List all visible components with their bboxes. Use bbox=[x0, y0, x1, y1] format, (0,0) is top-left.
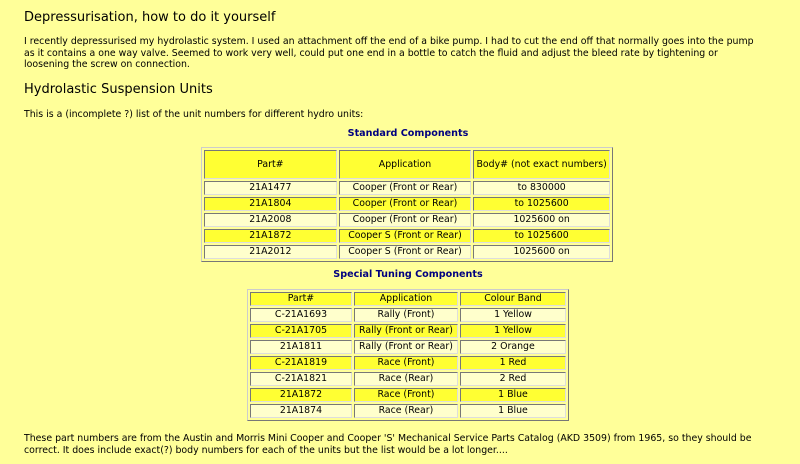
table-row bbox=[250, 308, 566, 322]
para-line-1: I recently depressurised my hydrolastic system. I used an attachment off the end of a bike pump. I had to cut the end off that normally goes into the pump bbox=[24, 36, 754, 47]
part-number: C-21A1705 bbox=[250, 324, 352, 338]
table-row bbox=[204, 213, 610, 227]
application: Rally (Front or Rear) bbox=[354, 340, 458, 354]
table-row bbox=[250, 404, 566, 418]
footer-paragraph bbox=[24, 433, 800, 456]
application: Cooper (Front or Rear) bbox=[339, 213, 472, 227]
part-number: 21A1811 bbox=[250, 340, 352, 354]
special-tuning-caption: Special Tuning Components bbox=[333, 269, 483, 280]
table-row bbox=[250, 372, 566, 386]
table-row bbox=[250, 356, 566, 370]
application: Cooper S (Front or Rear) bbox=[339, 229, 472, 243]
body-number: 1025600 on bbox=[473, 245, 610, 259]
application: Race (Rear) bbox=[354, 404, 458, 418]
colour-band: 2 Orange bbox=[460, 340, 566, 354]
standard-header-application: Application bbox=[339, 150, 472, 179]
body-number: to 1025600 bbox=[473, 197, 610, 211]
hydrolastic-heading: Hydrolastic Suspension Units bbox=[24, 82, 213, 97]
body-number: 1025600 on bbox=[473, 213, 610, 227]
part-number: 21A1872 bbox=[204, 229, 337, 243]
colour-band: 2 Red bbox=[460, 372, 566, 386]
application: Rally (Front or Rear) bbox=[354, 324, 458, 338]
table-row bbox=[204, 245, 610, 259]
body-number: to 830000 bbox=[473, 181, 610, 195]
footer-line-2: correct. It does include exact(?) body numbers for each of the units but the list would be a lot longer.... bbox=[24, 444, 508, 456]
part-number: C-21A1821 bbox=[250, 372, 352, 386]
table-row bbox=[204, 197, 610, 211]
table-row bbox=[250, 324, 566, 338]
colour-band: 1 Blue bbox=[460, 388, 566, 402]
standard-components-table bbox=[201, 147, 613, 262]
table-row bbox=[204, 229, 610, 243]
table-row bbox=[250, 388, 566, 402]
intro-paragraph: This is a (incomplete ?) list of the unit numbers for different hydro units: bbox=[24, 109, 364, 120]
colour-band: 1 Yellow bbox=[460, 324, 566, 338]
application: Race (Rear) bbox=[354, 372, 458, 386]
part-number: C-21A1693 bbox=[250, 308, 352, 322]
application: Race (Front) bbox=[354, 388, 458, 402]
tuning-header-colour: Colour Band bbox=[460, 292, 566, 306]
part-number: 21A2012 bbox=[204, 245, 337, 259]
application: Race (Front) bbox=[354, 356, 458, 370]
depressurisation-paragraph bbox=[24, 36, 794, 71]
tuning-header-row bbox=[250, 292, 566, 306]
part-number: 21A1804 bbox=[204, 197, 337, 211]
colour-band: 1 Red bbox=[460, 356, 566, 370]
part-number: 21A1874 bbox=[250, 404, 352, 418]
standard-components-caption: Standard Components bbox=[347, 128, 469, 139]
colour-band: 1 Yellow bbox=[460, 308, 566, 322]
body-number: to 1025600 bbox=[473, 229, 610, 243]
standard-header-body: Body# (not exact numbers) bbox=[473, 150, 610, 179]
application: Cooper (Front or Rear) bbox=[339, 181, 472, 195]
application: Rally (Front) bbox=[354, 308, 458, 322]
depressurisation-heading: Depressurisation, how to do it yourself bbox=[24, 10, 276, 25]
table-row bbox=[250, 340, 566, 354]
table-row bbox=[204, 181, 610, 195]
special-tuning-table bbox=[247, 289, 569, 421]
tuning-header-part: Part# bbox=[250, 292, 352, 306]
para-line-2: as it contains a one way valve. Seemed to work very well, could put one end in a bottle to catch the fluid and adjust the bleed rate by tightening or bbox=[24, 47, 718, 59]
tuning-header-application: Application bbox=[354, 292, 458, 306]
part-number: 21A1477 bbox=[204, 181, 337, 195]
standard-header-part: Part# bbox=[204, 150, 337, 179]
application: Cooper (Front or Rear) bbox=[339, 197, 472, 211]
part-number: C-21A1819 bbox=[250, 356, 352, 370]
application: Cooper S (Front or Rear) bbox=[339, 245, 472, 259]
part-number: 21A2008 bbox=[204, 213, 337, 227]
part-number: 21A1872 bbox=[250, 388, 352, 402]
footer-line-1: These part numbers are from the Austin and Morris Mini Cooper and Cooper 'S' Mechanical Service Parts Catalog (AKD 3509) from 1965, so they should be bbox=[24, 433, 752, 444]
colour-band: 1 Blue bbox=[460, 404, 566, 418]
para-line-3: loosening the screw on connection. bbox=[24, 59, 190, 70]
standard-header-row bbox=[204, 150, 610, 179]
